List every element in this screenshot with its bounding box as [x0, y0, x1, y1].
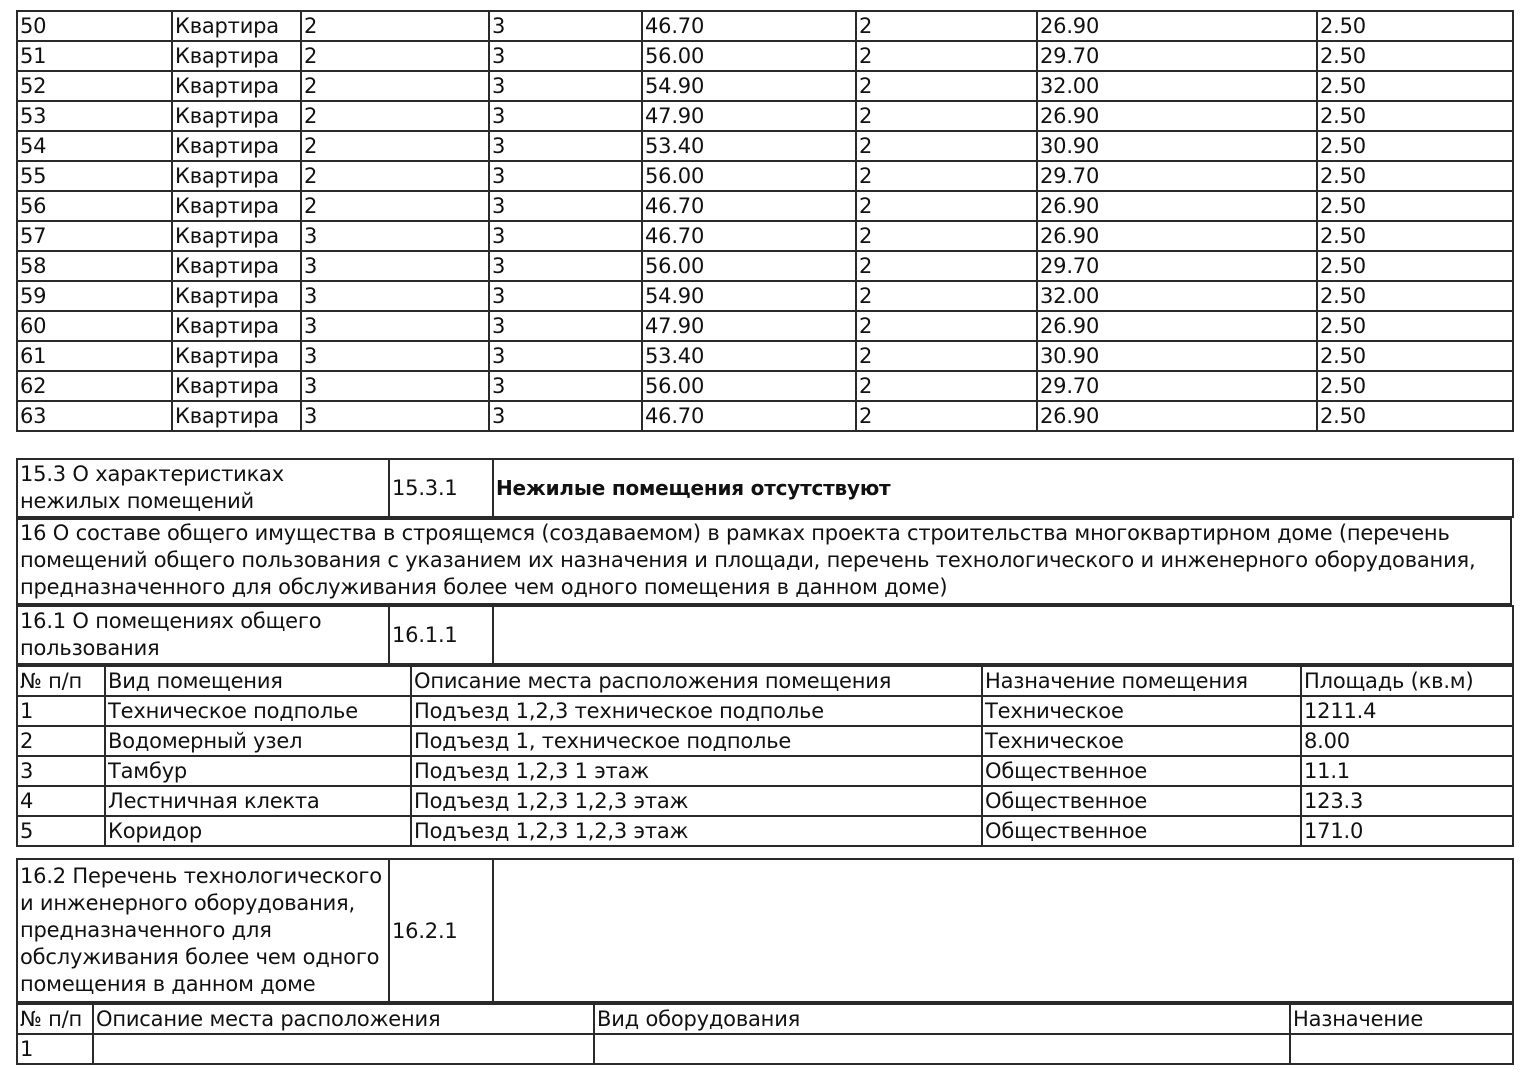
cell-location — [93, 1034, 594, 1064]
cell-no: 4 — [17, 786, 105, 816]
apartment-row — [17, 221, 1513, 251]
cell-rooms: 2 — [856, 71, 1037, 101]
apartment-row — [17, 71, 1513, 101]
section-16-1-code: 16.1.1 — [389, 606, 493, 664]
header-no: № п/п — [17, 666, 105, 696]
cell-ceiling: 2.50 — [1317, 131, 1513, 161]
cell-total-area: 46.70 — [642, 221, 856, 251]
section-16-2-row — [17, 859, 1513, 1002]
section-16-1-value — [493, 606, 1513, 664]
cell-type: Квартира — [172, 41, 301, 71]
cell-purpose: Общественное — [982, 786, 1301, 816]
equip-header-purpose: Назначение — [1290, 1004, 1513, 1034]
cell-rooms: 2 — [856, 371, 1037, 401]
cell-total-area: 47.90 — [642, 311, 856, 341]
equipment-row — [17, 1034, 1513, 1064]
cell-no: 53 — [17, 101, 172, 131]
cell-total-area: 56.00 — [642, 251, 856, 281]
cell-type: Квартира — [172, 131, 301, 161]
section-16-2-code: 16.2.1 — [389, 859, 493, 1002]
apartment-row — [17, 341, 1513, 371]
section-16-row — [17, 519, 1511, 604]
cell-entrance: 3 — [301, 341, 489, 371]
cell-type: Квартира — [172, 281, 301, 311]
cell-floor: 3 — [489, 101, 642, 131]
cell-rooms: 2 — [856, 191, 1037, 221]
cell-entrance: 3 — [301, 371, 489, 401]
cell-ceiling: 2.50 — [1317, 161, 1513, 191]
cell-area: 8.00 — [1301, 726, 1513, 756]
apartment-row — [17, 371, 1513, 401]
cell-ceiling: 2.50 — [1317, 71, 1513, 101]
header-purpose: Назначение помещения — [982, 666, 1301, 696]
section-15-3-row — [17, 459, 1513, 517]
cell-type: Квартира — [172, 11, 301, 41]
cell-living-area: 26.90 — [1037, 401, 1317, 431]
section-16-2-label: 16.2 Перечень технологического и инженерного оборудования, предназначенного для обслуживания более чем одного помещения в данном доме — [17, 859, 389, 1002]
cell-ceiling: 2.50 — [1317, 11, 1513, 41]
cell-living-area: 26.90 — [1037, 101, 1317, 131]
apartment-row — [17, 401, 1513, 431]
section-16-2-value — [493, 859, 1513, 1002]
cell-no: 62 — [17, 371, 172, 401]
cell-living-area: 32.00 — [1037, 281, 1317, 311]
cell-area: 123.3 — [1301, 786, 1513, 816]
cell-no: 51 — [17, 41, 172, 71]
cell-entrance: 2 — [301, 101, 489, 131]
cell-type: Квартира — [172, 161, 301, 191]
cell-entrance: 3 — [301, 221, 489, 251]
cell-floor: 3 — [489, 131, 642, 161]
cell-total-area: 46.70 — [642, 191, 856, 221]
cell-entrance: 3 — [301, 251, 489, 281]
cell-type: Лестничная клекта — [105, 786, 411, 816]
cell-floor: 3 — [489, 341, 642, 371]
cell-area: 1211.4 — [1301, 696, 1513, 726]
cell-entrance: 2 — [301, 41, 489, 71]
cell-ceiling: 2.50 — [1317, 251, 1513, 281]
cell-no: 1 — [17, 696, 105, 726]
apartment-row — [17, 101, 1513, 131]
common-room-row — [17, 696, 1513, 726]
cell-area: 171.0 — [1301, 816, 1513, 846]
cell-no: 60 — [17, 311, 172, 341]
cell-purpose — [1290, 1034, 1513, 1064]
cell-rooms: 2 — [856, 161, 1037, 191]
cell-no: 1 — [17, 1034, 93, 1064]
equipment-table — [16, 1003, 1514, 1065]
apartment-row — [17, 131, 1513, 161]
cell-location: Подъезд 1,2,3 техническое подполье — [411, 696, 982, 726]
cell-no: 54 — [17, 131, 172, 161]
cell-floor: 3 — [489, 401, 642, 431]
cell-floor: 3 — [489, 311, 642, 341]
cell-living-area: 26.90 — [1037, 311, 1317, 341]
cell-total-area: 53.40 — [642, 341, 856, 371]
cell-type: Квартира — [172, 71, 301, 101]
cell-rooms: 2 — [856, 131, 1037, 161]
common-rooms-header-row — [17, 666, 1513, 696]
apartment-row — [17, 41, 1513, 71]
cell-rooms: 2 — [856, 401, 1037, 431]
section-16-1-label: 16.1 О помещениях общего пользования — [17, 606, 389, 664]
cell-floor: 3 — [489, 191, 642, 221]
cell-purpose: Техническое — [982, 726, 1301, 756]
cell-purpose: Техническое — [982, 696, 1301, 726]
apartment-row — [17, 11, 1513, 41]
cell-entrance: 2 — [301, 161, 489, 191]
cell-entrance: 2 — [301, 71, 489, 101]
cell-location: Подъезд 1, техническое подполье — [411, 726, 982, 756]
cell-floor: 3 — [489, 281, 642, 311]
equip-header-no: № п/п — [17, 1004, 93, 1034]
common-room-row — [17, 816, 1513, 846]
cell-ceiling: 2.50 — [1317, 41, 1513, 71]
cell-floor: 3 — [489, 161, 642, 191]
cell-entrance: 2 — [301, 191, 489, 221]
cell-total-area: 56.00 — [642, 371, 856, 401]
cell-no: 57 — [17, 221, 172, 251]
section-16-label: 16 О составе общего имущества в строящемся (создаваемом) в рамках проекта строительства многоквартирном доме (перечень помещений общего пользования с указанием их назначения и площади, перечень технологического и инженерного оборудования, предназначенного для обслуживания более чем одного помещения в данном доме) — [17, 519, 1511, 604]
cell-total-area: 56.00 — [642, 161, 856, 191]
cell-location: Подъезд 1,2,3 1 этаж — [411, 756, 982, 786]
header-room-type: Вид помещения — [105, 666, 411, 696]
apartment-row — [17, 161, 1513, 191]
cell-type: Водомерный узел — [105, 726, 411, 756]
cell-type: Квартира — [172, 341, 301, 371]
cell-ceiling: 2.50 — [1317, 191, 1513, 221]
cell-ceiling: 2.50 — [1317, 371, 1513, 401]
cell-ceiling: 2.50 — [1317, 311, 1513, 341]
cell-ceiling: 2.50 — [1317, 281, 1513, 311]
common-room-row — [17, 786, 1513, 816]
cell-type: Квартира — [172, 221, 301, 251]
cell-entrance: 2 — [301, 131, 489, 161]
section-16-1 — [16, 605, 1514, 665]
equipment-header-row — [17, 1004, 1513, 1034]
header-location: Описание места расположения помещения — [411, 666, 982, 696]
cell-total-area: 53.40 — [642, 131, 856, 161]
section-15-3 — [16, 458, 1514, 518]
cell-floor: 3 — [489, 251, 642, 281]
cell-entrance: 3 — [301, 281, 489, 311]
cell-floor: 3 — [489, 221, 642, 251]
cell-type: Коридор — [105, 816, 411, 846]
header-area: Площадь (кв.м) — [1301, 666, 1513, 696]
cell-type: Квартира — [172, 101, 301, 131]
section-15-3-label: 15.3 О характеристиках нежилых помещений — [17, 459, 389, 517]
cell-type: Квартира — [172, 251, 301, 281]
cell-living-area: 32.00 — [1037, 71, 1317, 101]
equip-header-type: Вид оборудования — [594, 1004, 1290, 1034]
cell-purpose: Общественное — [982, 816, 1301, 846]
cell-type: Квартира — [172, 371, 301, 401]
section-16-2 — [16, 858, 1514, 1003]
common-rooms-table-body — [17, 696, 1513, 846]
cell-rooms: 2 — [856, 101, 1037, 131]
cell-floor: 3 — [489, 71, 642, 101]
cell-ceiling: 2.50 — [1317, 341, 1513, 371]
cell-ceiling: 2.50 — [1317, 101, 1513, 131]
apartments-table-body — [17, 11, 1513, 431]
cell-living-area: 29.70 — [1037, 41, 1317, 71]
equipment-table-body — [17, 1034, 1513, 1064]
cell-ceiling: 2.50 — [1317, 401, 1513, 431]
cell-living-area: 29.70 — [1037, 371, 1317, 401]
cell-no: 55 — [17, 161, 172, 191]
cell-type: Тамбур — [105, 756, 411, 786]
cell-living-area: 29.70 — [1037, 251, 1317, 281]
cell-total-area: 47.90 — [642, 101, 856, 131]
cell-total-area: 56.00 — [642, 41, 856, 71]
cell-entrance: 3 — [301, 401, 489, 431]
cell-no: 50 — [17, 11, 172, 41]
cell-total-area: 54.90 — [642, 281, 856, 311]
cell-purpose: Общественное — [982, 756, 1301, 786]
equip-header-location: Описание места расположения — [93, 1004, 594, 1034]
cell-type: Квартира — [172, 191, 301, 221]
cell-floor: 3 — [489, 41, 642, 71]
cell-living-area: 26.90 — [1037, 191, 1317, 221]
cell-total-area: 46.70 — [642, 11, 856, 41]
cell-rooms: 2 — [856, 311, 1037, 341]
cell-living-area: 26.90 — [1037, 221, 1317, 251]
cell-living-area: 30.90 — [1037, 341, 1317, 371]
cell-living-area: 29.70 — [1037, 161, 1317, 191]
cell-no: 3 — [17, 756, 105, 786]
section-16-1-row — [17, 606, 1513, 664]
cell-entrance: 3 — [301, 311, 489, 341]
cell-no: 58 — [17, 251, 172, 281]
cell-floor: 3 — [489, 11, 642, 41]
apartment-row — [17, 281, 1513, 311]
cell-living-area: 30.90 — [1037, 131, 1317, 161]
cell-location: Подъезд 1,2,3 1,2,3 этаж — [411, 816, 982, 846]
section-15-3-value: Нежилые помещения отсутствуют — [493, 459, 1513, 517]
cell-no: 61 — [17, 341, 172, 371]
section-16 — [16, 518, 1512, 605]
cell-no: 52 — [17, 71, 172, 101]
cell-rooms: 2 — [856, 41, 1037, 71]
cell-area: 11.1 — [1301, 756, 1513, 786]
common-room-row — [17, 726, 1513, 756]
cell-floor: 3 — [489, 371, 642, 401]
cell-type: Квартира — [172, 311, 301, 341]
cell-type: Техническое подполье — [105, 696, 411, 726]
cell-total-area: 46.70 — [642, 401, 856, 431]
apartments-table — [16, 10, 1514, 432]
cell-ceiling: 2.50 — [1317, 221, 1513, 251]
cell-living-area: 26.90 — [1037, 11, 1317, 41]
cell-no: 59 — [17, 281, 172, 311]
cell-type — [594, 1034, 1290, 1064]
cell-rooms: 2 — [856, 281, 1037, 311]
section-15-3-code: 15.3.1 — [389, 459, 493, 517]
common-room-row — [17, 756, 1513, 786]
common-rooms-table — [16, 665, 1514, 847]
apartment-row — [17, 251, 1513, 281]
cell-location: Подъезд 1,2,3 1,2,3 этаж — [411, 786, 982, 816]
cell-no: 63 — [17, 401, 172, 431]
cell-rooms: 2 — [856, 341, 1037, 371]
cell-rooms: 2 — [856, 251, 1037, 281]
cell-no: 56 — [17, 191, 172, 221]
cell-no: 5 — [17, 816, 105, 846]
apartment-row — [17, 191, 1513, 221]
cell-total-area: 54.90 — [642, 71, 856, 101]
apartment-row — [17, 311, 1513, 341]
cell-no: 2 — [17, 726, 105, 756]
cell-type: Квартира — [172, 401, 301, 431]
cell-rooms: 2 — [856, 11, 1037, 41]
cell-entrance: 2 — [301, 11, 489, 41]
cell-rooms: 2 — [856, 221, 1037, 251]
